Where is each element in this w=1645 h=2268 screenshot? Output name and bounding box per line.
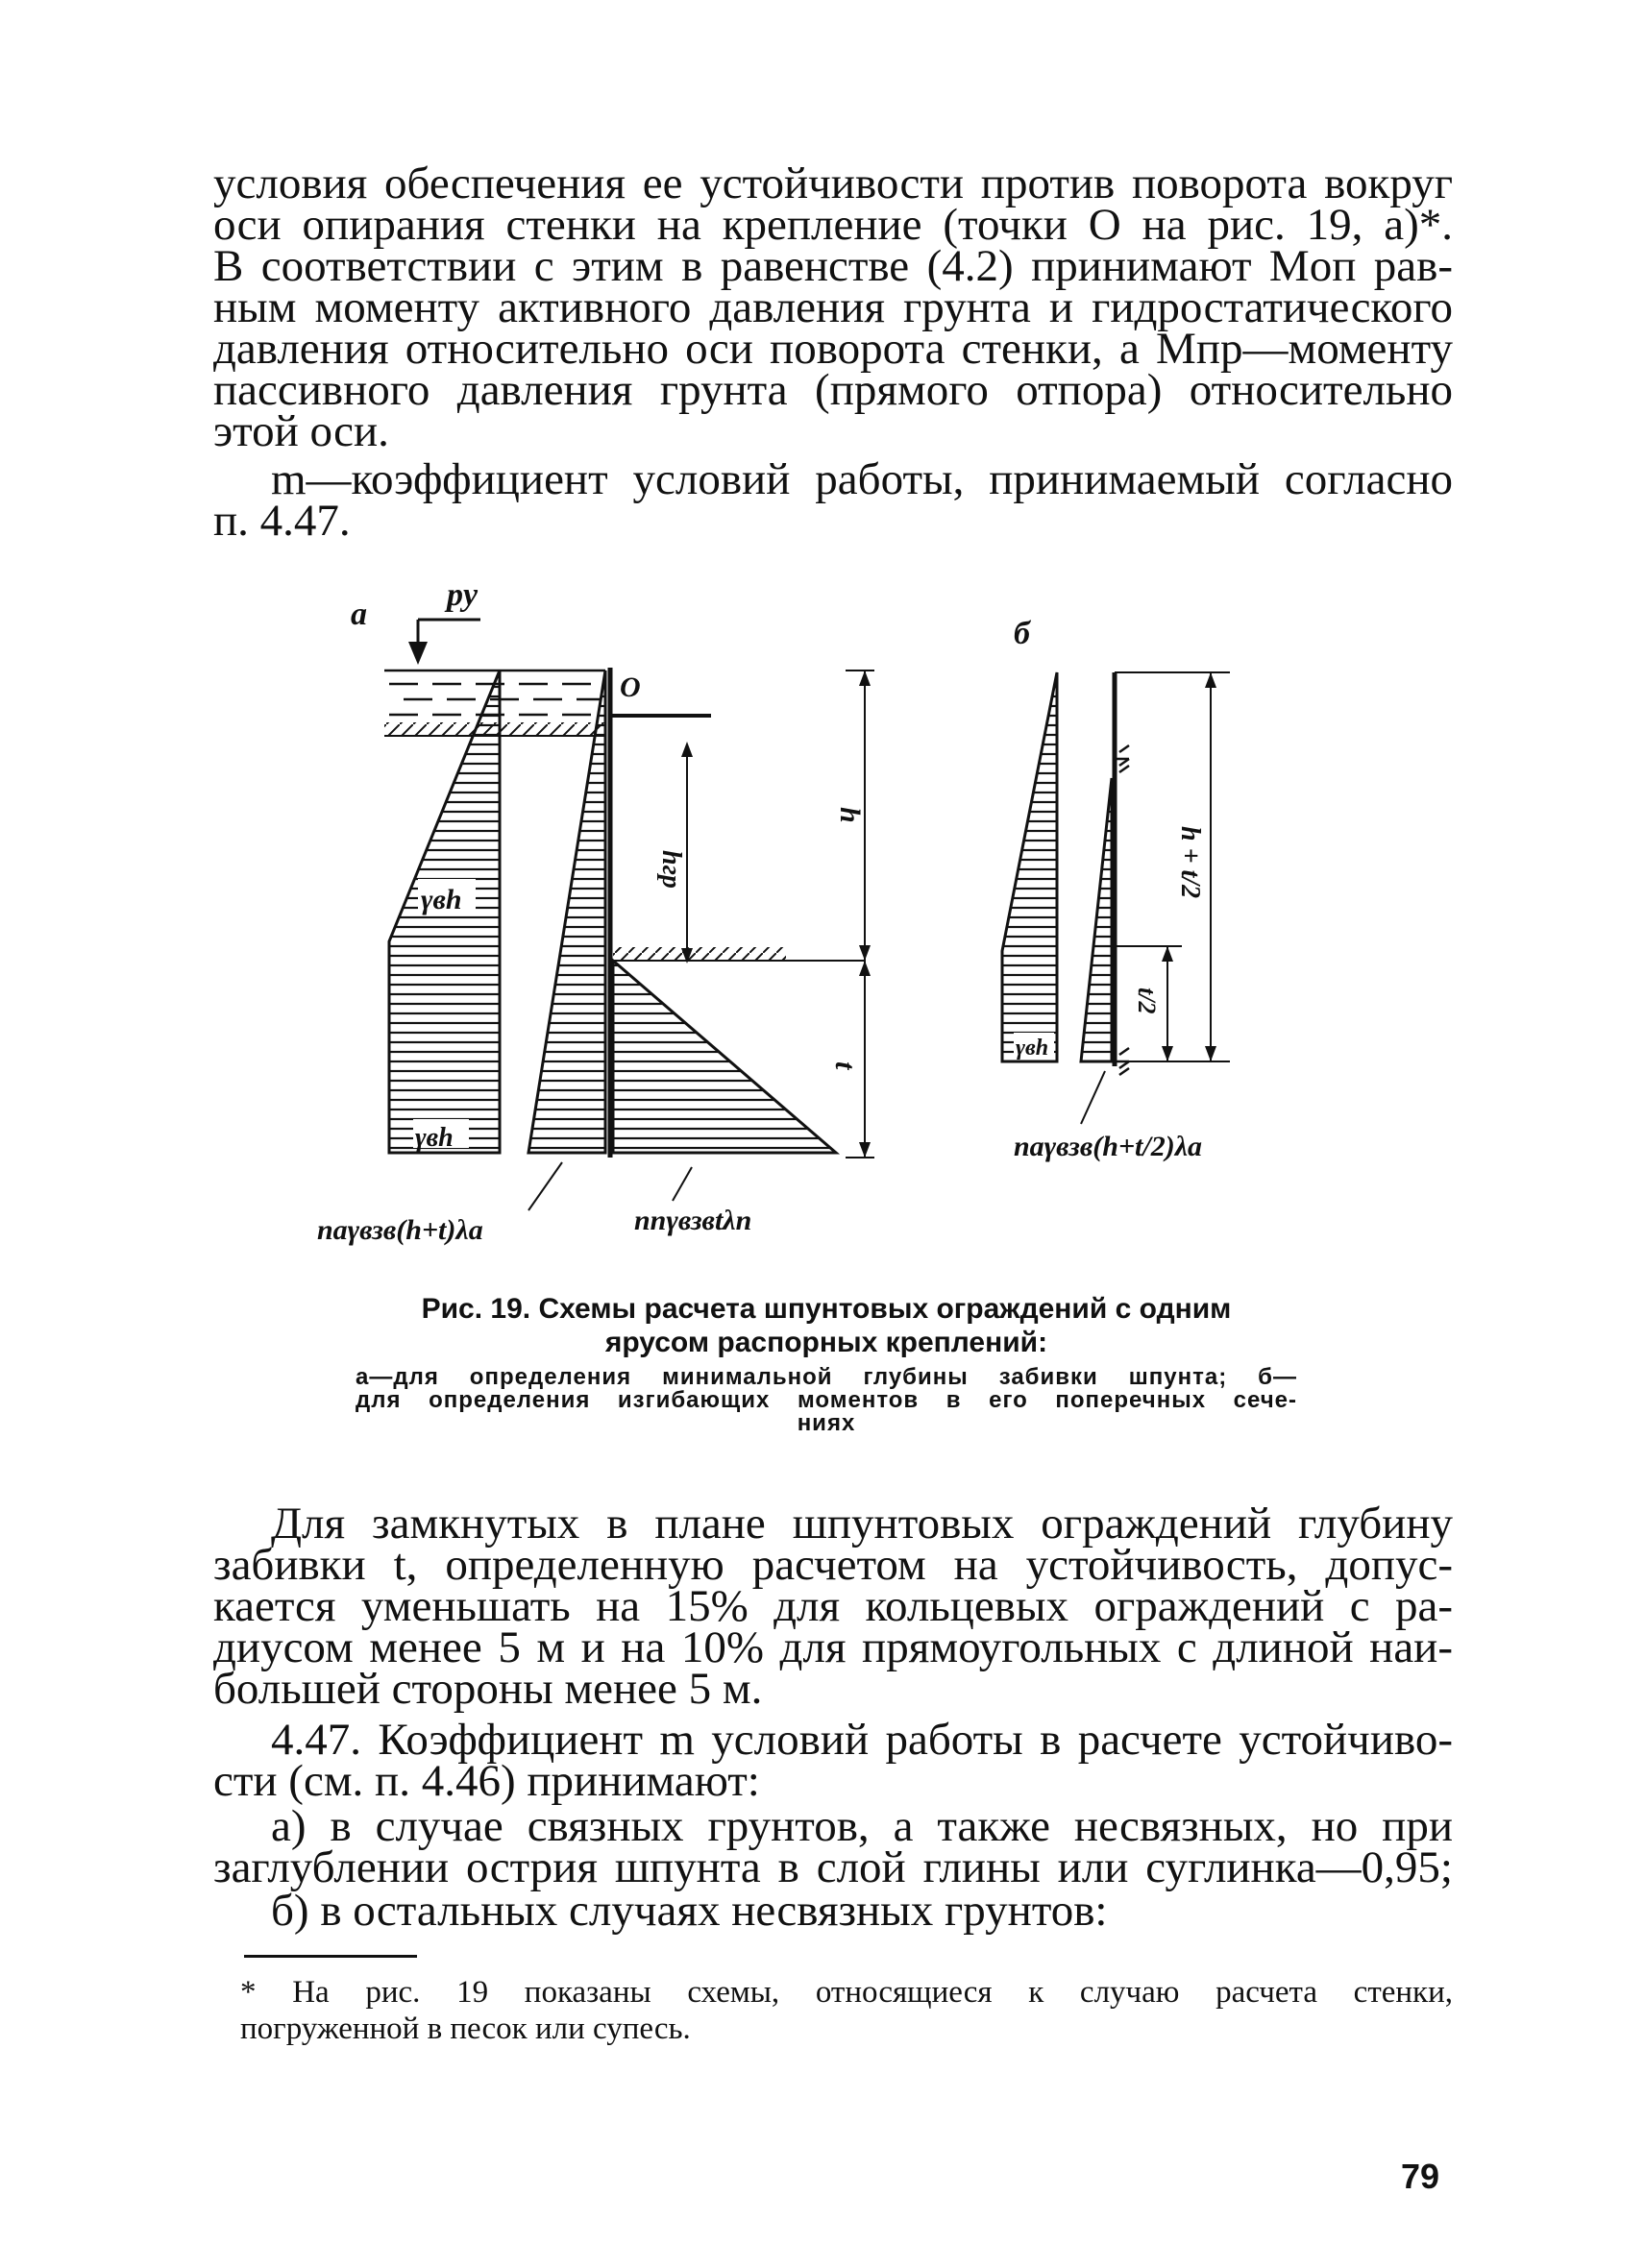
label-O: O	[620, 671, 641, 703]
moment-diagram-right	[1081, 778, 1112, 1061]
label-na-b: naγвзв(h+t/2)λa	[1014, 1131, 1203, 1162]
text-line: забивки t, определенную расчетом на устойчивость, допус-	[213, 1540, 1453, 1590]
text-line: а) в случае связных грунтов, а также несвязных, но при	[271, 1801, 1453, 1851]
text-line: m—коэффициент условий работы, принимаемый согласно	[271, 454, 1453, 504]
label-b: б	[1014, 616, 1030, 651]
caption-desc-line: для определения изгибающих моментов в его поперечных сече-	[356, 1387, 1297, 1413]
text-line: оси опирания стенки на крепление (точки O на рис. 19, a)*.	[213, 200, 1453, 250]
soil-pressure-triangle	[528, 671, 605, 1153]
label-np: nпγвзвtλп	[634, 1205, 752, 1236]
moment-diagram-left	[1002, 672, 1057, 1061]
label-h: h	[834, 807, 866, 823]
footnote	[240, 1974, 1453, 2047]
text-line: этой оси.	[213, 406, 389, 456]
text-line: 4.47. Коэффициент m условий работы в расчете устойчиво-	[271, 1715, 1453, 1765]
figure-caption-title	[356, 1292, 1297, 1359]
paragraph-3	[213, 1499, 1453, 1714]
caption-desc-line: а—для определения минимальной глубины забивки шпунта; б—	[356, 1364, 1297, 1390]
footnote-line: * На рис. 19 показаны схемы, относящиеся к случаю расчета стенки,	[240, 1975, 1453, 2010]
text-line: кается уменьшать на 15% для кольцевых ограждений с ра-	[213, 1581, 1453, 1631]
page-number: 79	[1400, 2157, 1439, 2196]
label-a: a	[351, 597, 367, 632]
text-line: б) в остальных случаях несвязных грунтов:	[271, 1886, 1108, 1936]
text-line: большей стороны менее 5 м.	[213, 1664, 763, 1714]
label-gamma-h-b: γвh	[1016, 1036, 1049, 1061]
paragraph-5	[213, 1801, 1453, 1892]
caption-title-line: Рис. 19. Схемы расчета шпунтовых ограждений с одним	[421, 1293, 1232, 1325]
label-h-t2: h + t/2	[1175, 826, 1205, 899]
diagram-b	[1002, 616, 1230, 1162]
caption-desc-line: ниях	[797, 1410, 856, 1436]
text-line: В соответствии с этим в равенстве (4.2) принимают Mоп рав-	[213, 241, 1453, 291]
text-line: заглублении острия шпунта в слой глины или суглинка—0,95;	[213, 1842, 1453, 1892]
label-gamma-h-upper: γвh	[421, 884, 462, 915]
text-line: давления относительно оси поворота стенки, а Mпр—моменту	[213, 324, 1453, 374]
paragraph-2	[213, 454, 1453, 546]
passive-pressure-diagram	[613, 961, 836, 1153]
paragraph-6	[213, 1886, 1453, 1936]
label-py: pу	[447, 577, 479, 613]
label-t: t	[829, 1061, 861, 1070]
paragraph-1	[213, 159, 1453, 456]
label-gamma-h-lower: γвh	[415, 1123, 454, 1153]
figure-caption-description	[356, 1366, 1297, 1435]
paragraph-4	[213, 1715, 1453, 1806]
diagram-a	[317, 577, 874, 1246]
figure-19-diagram	[317, 576, 1307, 1268]
footnote-divider	[244, 1955, 417, 1958]
label-hgr: hгр	[656, 850, 686, 889]
text-line: п. 4.47.	[213, 496, 351, 546]
support-arrow-py	[418, 620, 480, 658]
text-line: условия обеспечения ее устойчивости против поворота вокруг	[213, 159, 1453, 208]
arrow-head-icon	[408, 642, 428, 665]
text-line: пассивного давления грунта (прямого отпора) относительно	[213, 365, 1453, 415]
footnote-line: погруженной в песок или супесь.	[240, 2012, 691, 2046]
text-line: диусом менее 5 м и на 10% для прямоугольных с длиной наи-	[213, 1622, 1453, 1672]
text-line: сти (см. п. 4.46) принимают:	[213, 1756, 760, 1806]
label-na-left: naγвзв(h+t)λa	[317, 1214, 483, 1246]
text-line: Для замкнутых в плане шпунтовых ограждений глубину	[271, 1499, 1453, 1549]
label-t-2: t/2	[1133, 988, 1161, 1014]
caption-title-line: ярусом распорных креплений:	[604, 1327, 1048, 1358]
text-line: ным моменту активного давления грунта и гидростатического	[213, 282, 1453, 332]
